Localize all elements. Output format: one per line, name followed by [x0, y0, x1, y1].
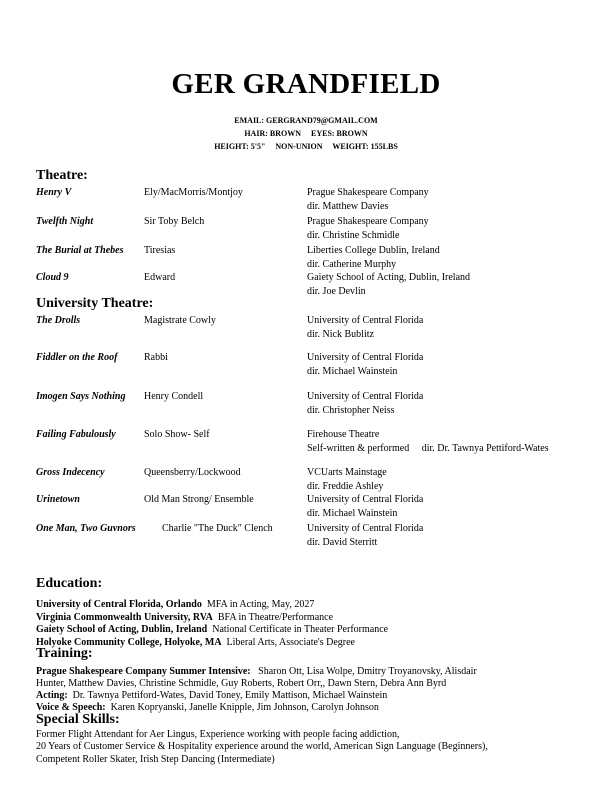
company: Gaiety School of Acting, Dublin, Ireland — [307, 272, 471, 283]
company: Firehouse Theatre — [307, 429, 380, 440]
show-title: Failing Fabulously — [36, 429, 116, 440]
company: Prague Shakespeare Company — [307, 187, 429, 198]
training-acting-names: Dr. Tawnya Pettiford-Wates, David Toney, Emily Mattison, Michael Wainstein — [72, 690, 388, 701]
school: Gaiety School of Acting, Dublin, Ireland — [36, 624, 208, 635]
company: University of Central Florida — [307, 523, 424, 534]
skills-line: Competent Roller Skater, Irish Step Dancing (Intermediate) — [36, 754, 275, 765]
education-row — [36, 599, 314, 610]
role: Queensberry/Lockwood — [144, 467, 241, 478]
director: dir. Freddie Ashley — [307, 481, 384, 492]
company: VCUarts Mainstage — [307, 467, 387, 478]
training-heading: Training: — [36, 646, 93, 661]
show-title: The Drolls — [36, 315, 81, 326]
role: Edward — [144, 272, 176, 283]
company: Prague Shakespeare Company — [307, 216, 429, 227]
company: Liberties College Dublin, Ireland — [307, 245, 440, 256]
director: dir. Michael Wainstein — [307, 508, 398, 519]
role: Tiresias — [144, 245, 176, 256]
degree: Liberal Arts, Associate's Degree — [226, 637, 355, 648]
training-acting-label: Acting: — [36, 690, 68, 701]
training-intensive-continued: Hunter, Matthew Davies, Christine Schmidle, Guy Roberts, Robert Orr,, Dawn Stern, Debra Ann Byrd — [36, 678, 447, 689]
company: University of Central Florida — [307, 352, 424, 363]
role: Henry Condell — [144, 391, 204, 402]
director: dir. Christine Schmidle — [307, 230, 400, 241]
training-voice-label: Voice & Speech: — [36, 702, 106, 713]
resume-name: GER GRANDFIELD — [171, 68, 441, 100]
company: University of Central Florida — [307, 391, 424, 402]
training-intensive — [36, 666, 477, 677]
contact-email: EMAIL: GERGRAND79@GMAIL.COM — [234, 116, 378, 125]
school: University of Central Florida, Orlando — [36, 599, 202, 610]
degree: National Certificate in Theater Performance — [212, 624, 389, 635]
director: dir. Michael Wainstein — [307, 366, 398, 377]
role: Ely/MacMorris/Montjoy — [144, 187, 243, 198]
role: Old Man Strong/ Ensemble — [144, 494, 254, 505]
degree: MFA in Acting, May, 2027 — [206, 599, 315, 610]
show-title: Fiddler on the Roof — [36, 352, 118, 363]
show-title: Henry V — [36, 187, 72, 198]
show-title: Urinetown — [36, 494, 80, 505]
training-intensive-label: Prague Shakespeare Company Summer Intensive: — [36, 666, 251, 677]
contact-stats: HEIGHT: 5'5" NON-UNION WEIGHT: 155LBS — [214, 142, 398, 151]
show-title: Twelfth Night — [36, 216, 94, 227]
skills-heading: Special Skills: — [36, 712, 120, 727]
training-voice-names: Karen Kopryanski, Janelle Knipple, Jim Johnson, Carolyn Johnson — [110, 702, 379, 713]
role: Magistrate Cowly — [144, 315, 216, 326]
training-intensive-names: Sharon Ott, Lisa Wolpe, Dmitry Troyanovsky, Alisdair — [258, 666, 477, 677]
role: Rabbi — [144, 352, 168, 363]
contact-hair-eyes: HAIR: BROWN EYES: BROWN — [244, 129, 368, 138]
director: dir. Christopher Neiss — [307, 405, 395, 416]
show-title: The Burial at Thebes — [36, 245, 124, 256]
school: Holyoke Community College, Holyoke, MA — [36, 637, 222, 648]
role: Charlie "The Duck" Clench — [162, 523, 273, 534]
education-row — [36, 612, 333, 623]
company: University of Central Florida — [307, 494, 424, 505]
skills-line: Former Flight Attendant for Aer Lingus, Experience working with people facing addiction, — [36, 729, 400, 740]
director: dir. David Sterritt — [307, 537, 378, 548]
school: Virginia Commonwealth University, RVA — [36, 612, 213, 623]
show-title: Cloud 9 — [36, 272, 69, 283]
show-title: One Man, Two Guvnors — [36, 523, 136, 534]
role: Solo Show- Self — [144, 429, 210, 440]
director: dir. Matthew Davies — [307, 201, 389, 212]
director: Self-written & performed dir. Dr. Tawnya Pettiford-Wates — [307, 443, 549, 454]
role: Sir Toby Belch — [144, 216, 205, 227]
theatre-heading: Theatre: — [36, 168, 88, 183]
education-row — [36, 624, 388, 635]
director: dir. Catherine Murphy — [307, 259, 397, 270]
degree: BFA in Theatre/Performance — [217, 612, 334, 623]
university-heading: University Theatre: — [36, 296, 154, 311]
company: University of Central Florida — [307, 315, 424, 326]
director: dir. Joe Devlin — [307, 286, 366, 297]
show-title: Imogen Says Nothing — [36, 391, 126, 402]
show-title: Gross Indecency — [36, 467, 105, 478]
training-acting — [36, 690, 387, 701]
skills-line: 20 Years of Customer Service & Hospitality experience around the world, American Sign Language (Beginners), — [36, 741, 488, 752]
director: dir. Nick Bublitz — [307, 329, 374, 340]
education-heading: Education: — [36, 576, 103, 591]
